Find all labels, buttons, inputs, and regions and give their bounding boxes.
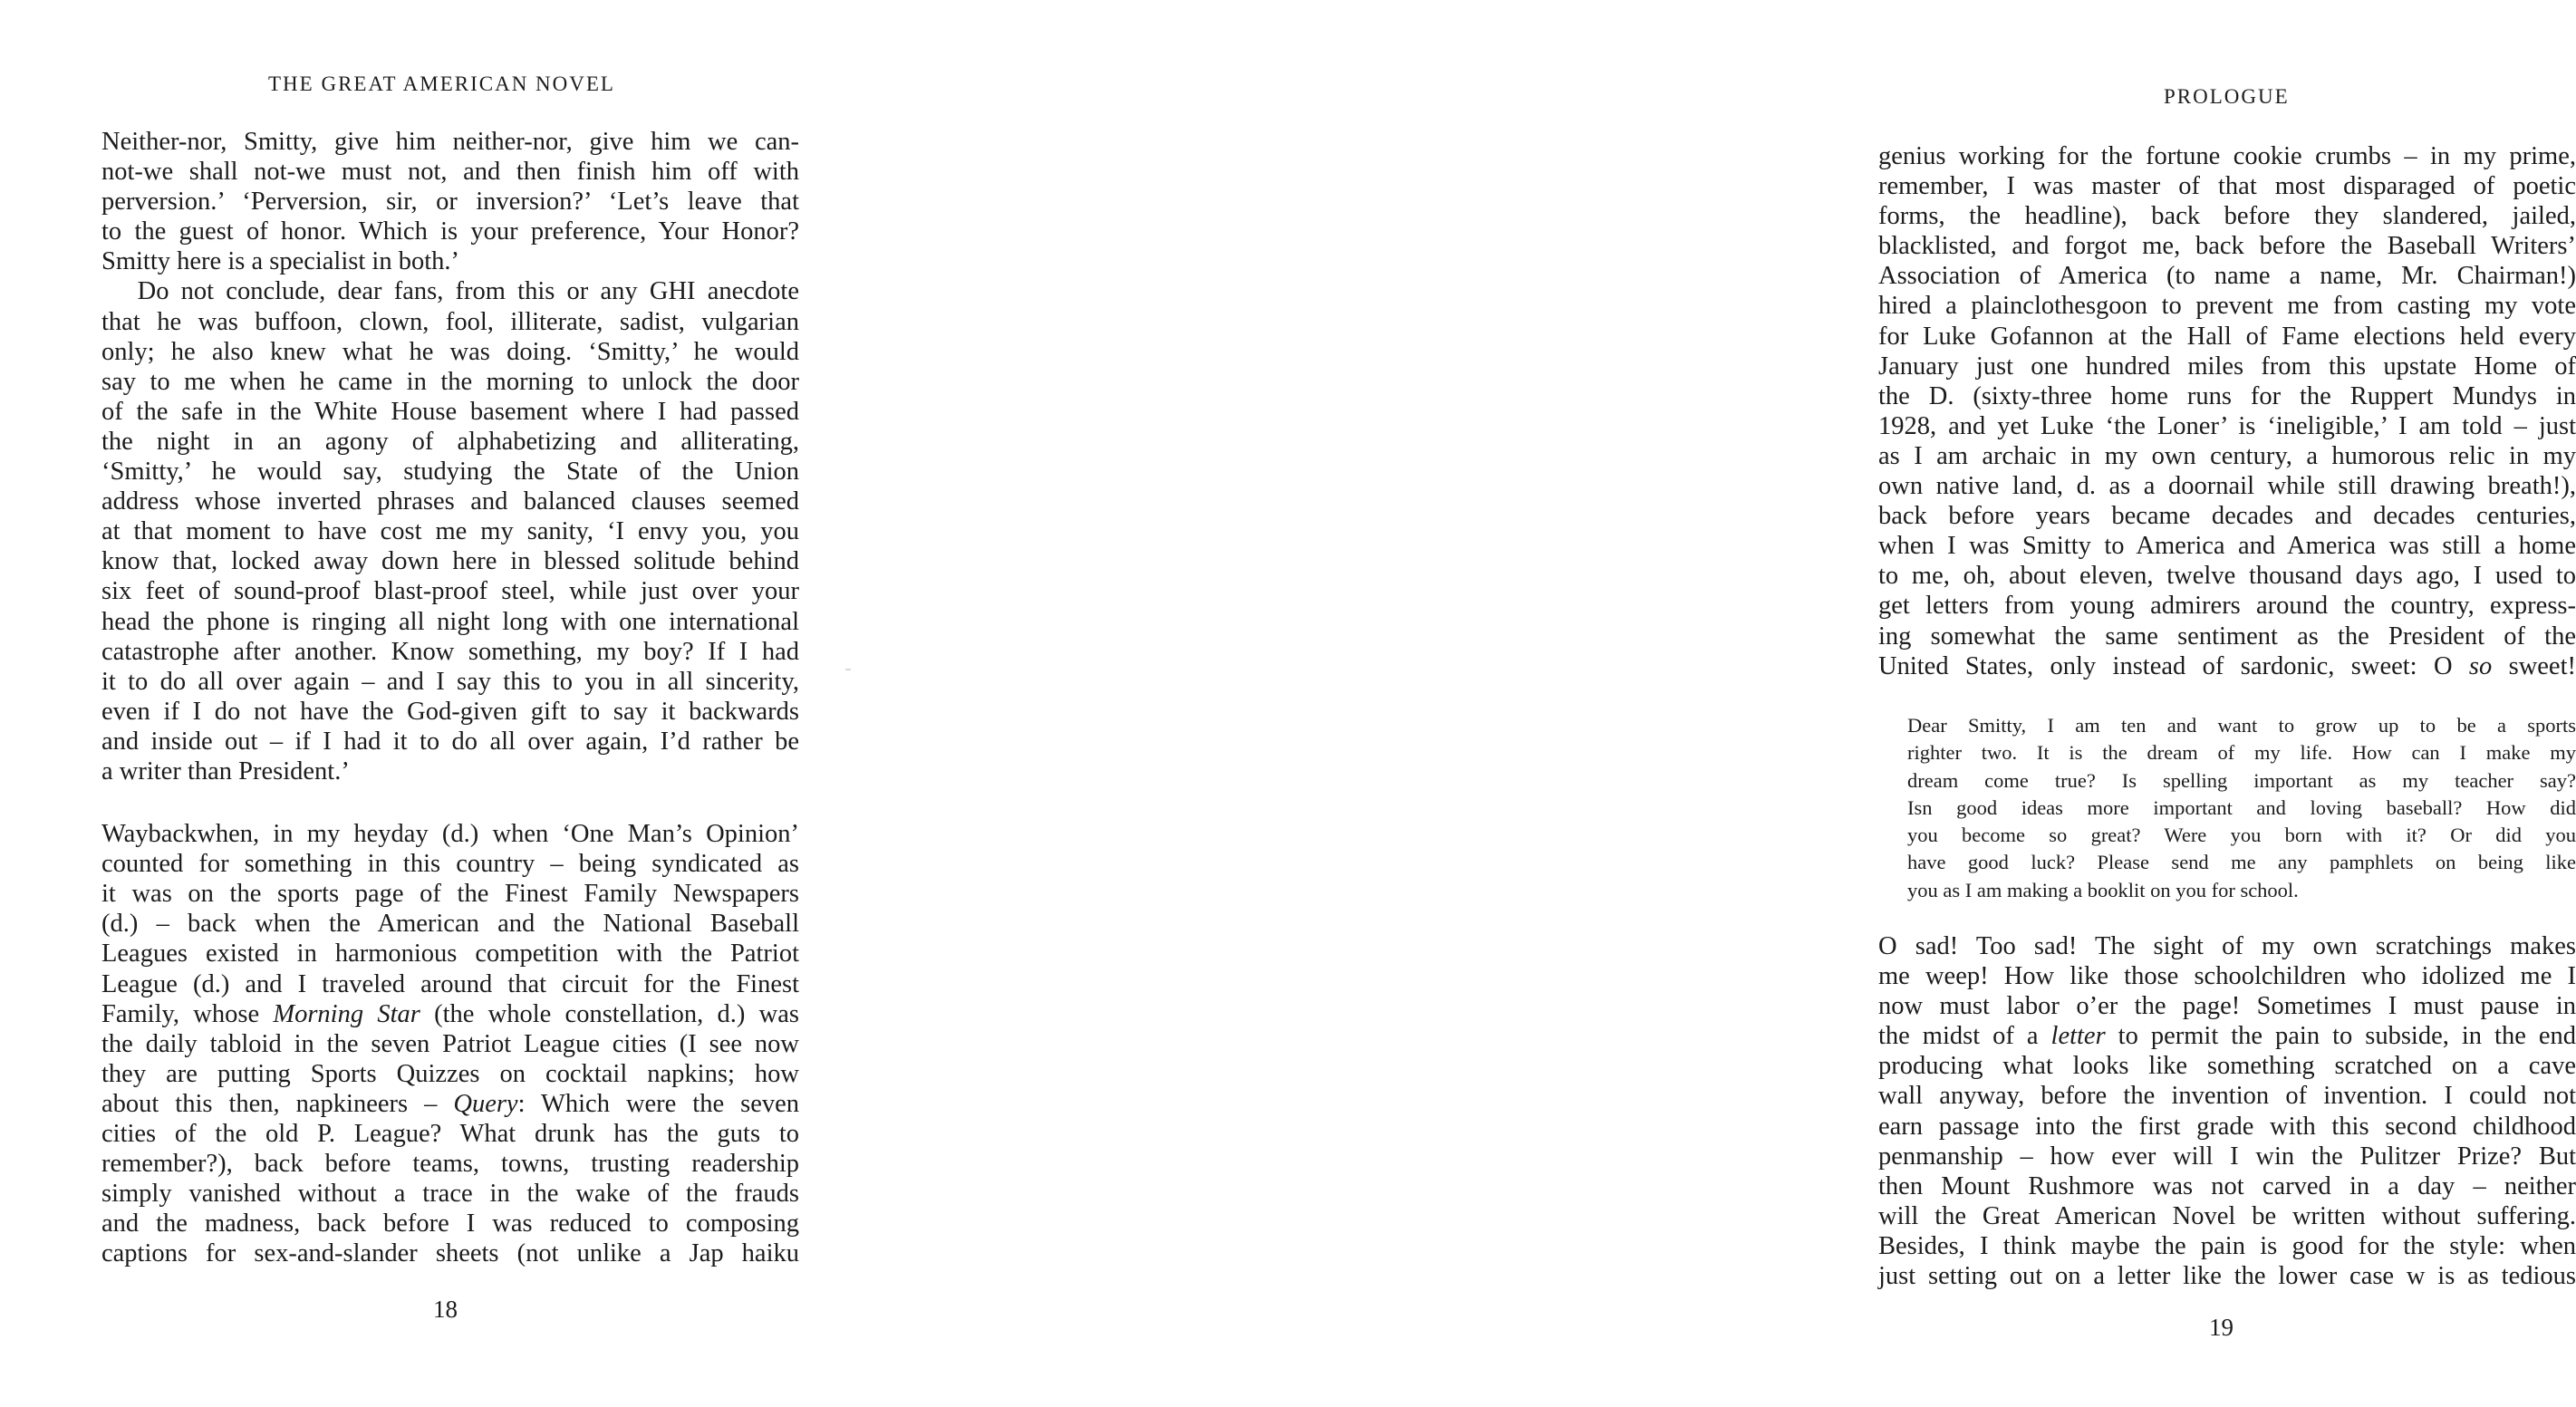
- text-line: about this then, napkineers – Query: Which were the seven: [101, 1089, 800, 1118]
- text-line: will the Great American Novel be written without suffering.: [1878, 1201, 2576, 1230]
- text-line: Neither-nor, Smitty, give him neither-nor, give him we can-: [101, 128, 799, 156]
- text-line: Smitty here is a specialist in both.’: [101, 247, 459, 276]
- paragraph: [1878, 931, 2576, 1291]
- section-break: [101, 786, 799, 819]
- letter-line: Isn good ideas more important and loving baseball? How did: [1907, 795, 2576, 819]
- text-line: me weep! How like those schoolchildren who idolized me I: [1878, 962, 2576, 991]
- letter-line: dream come true? Is spelling important as my teacher say?: [1907, 768, 2576, 792]
- text-line: of the safe in the White House basement where I had passed: [101, 397, 799, 426]
- text-line: to me, oh, about eleven, twelve thousand days ago, I used to: [1878, 562, 2576, 591]
- text-line: remember?), back before teams, towns, trusting readership: [101, 1150, 799, 1179]
- text-line: Waybackwhen, in my heyday (d.) when ‘One Man’s Opinion’: [101, 820, 799, 849]
- text-line: the D. (sixty-three home runs for the Ruppert Mundys in: [1878, 381, 2576, 410]
- text-line: 1928, and yet Luke ‘the Loner’ is ‘ineligible,’ I am told – just: [1878, 411, 2576, 440]
- text-line: wall anyway, before the invention of invention. I could not: [1878, 1082, 2576, 1111]
- text-line: it to do all over again – and I say this to you in all sincerity,: [101, 667, 799, 696]
- letter-line: righter two. It is the dream of my life. How can I make my: [1907, 741, 2576, 765]
- text-line: captions for sex-and-slander sheets (not unlike a Jap haiku: [101, 1239, 799, 1268]
- text-line: Besides, I think maybe the pain is good for the style: when: [1878, 1231, 2576, 1260]
- letter-line: have good luck? Please send me any pamphlets on being like: [1907, 851, 2576, 874]
- text-line: now must labor o’er the page! Sometimes I must pause in: [1878, 992, 2576, 1021]
- paragraph: [101, 819, 799, 1268]
- right-page: [897, 0, 2576, 1407]
- letter-line: you become so great? Were you born with it? Or did you: [1907, 824, 2576, 847]
- text-line: that he was buffoon, clown, fool, illiterate, sadist, vulgarian: [101, 307, 799, 336]
- text-line: say to me when he came in the morning to unlock the door: [101, 367, 799, 396]
- text-line: get letters from young admirers around the country, express-: [1878, 592, 2576, 621]
- text-line: back before years became decades and decades centuries,: [1878, 502, 2576, 531]
- right-page-text-top: [1878, 141, 2576, 681]
- letter-line: you as I am making a booklit on you for school.: [1907, 878, 2299, 901]
- text-line: January just one hundred miles from this upstate Home of: [1878, 352, 2576, 381]
- text-line: remember, I was master of that most disparaged of poetic: [1878, 172, 2576, 201]
- paragraph: [101, 276, 799, 786]
- running-head-left: THE GREAT AMERICAN NOVEL: [268, 72, 615, 95]
- paragraph: [101, 127, 799, 276]
- text-line: they are putting Sports Quizzes on cocktail napkins; how: [101, 1059, 799, 1088]
- text-line: simply vanished without a trace in the wake of the frauds: [101, 1180, 799, 1209]
- text-line: blacklisted, and forgot me, back before the Baseball Writers’: [1878, 232, 2576, 261]
- text-line: for Luke Gofannon at the Hall of Fame elections held every: [1878, 322, 2576, 351]
- text-line: hired a plainclothesgoon to prevent me from casting my vote: [1878, 292, 2576, 321]
- text-line: Do not conclude, dear fans, from this or any GHI anecdote: [101, 277, 799, 306]
- text-line: own native land, d. as a doornail while still drawing breath!),: [1878, 472, 2576, 501]
- text-line: (d.) – back when the American and the National Baseball: [101, 910, 799, 939]
- text-line: penmanship – how ever will I win the Pulitzer Prize? But: [1878, 1142, 2576, 1171]
- text-line: Family, whose Morning Star (the whole constellation, d.) was: [101, 999, 799, 1028]
- text-line: cities of the old P. League? What drunk has the guts to: [101, 1120, 799, 1148]
- text-line: League (d.) and I traveled around that circuit for the Finest: [101, 969, 799, 998]
- running-head-right: PROLOGUE: [2164, 85, 2290, 108]
- text-line: six feet of sound-proof blast-proof steel, while just over your: [101, 577, 799, 606]
- text-line: know that, locked away down here in blessed solitude behind: [101, 547, 799, 576]
- text-line: the daily tabloid in the seven Patriot League cities (I see now: [101, 1029, 799, 1058]
- quoted-letter: [1907, 712, 2576, 904]
- text-line: then Mount Rushmore was not carved in a day – neither: [1878, 1171, 2576, 1200]
- text-line: not-we shall not-we must not, and then finish him off with: [101, 158, 799, 187]
- text-line: Association of America (to name a name, Mr. Chairman!): [1878, 262, 2576, 291]
- text-line: counted for something in this country – being syndicated as: [101, 850, 799, 879]
- text-line: and inside out – if I had it to do all over again, I’d rather be: [101, 727, 799, 756]
- text-line: when I was Smitty to America and America was still a home: [1878, 532, 2576, 561]
- text-line: producing what looks like something scratched on a cave: [1878, 1052, 2576, 1081]
- left-page: [0, 0, 897, 1407]
- page-number-right: 19: [2209, 1314, 2233, 1341]
- text-line: earn passage into the first grade with this second childhood: [1878, 1112, 2576, 1141]
- text-line: and the madness, back before I was reduced to composing: [101, 1209, 799, 1238]
- text-line: just setting out on a letter like the lower case w is as tedious: [1878, 1262, 2576, 1291]
- text-line: ‘Smitty,’ he would say, studying the State of the Union: [101, 458, 799, 487]
- text-line: catastrophe after another. Know something, my boy? If I had: [101, 637, 799, 666]
- text-line: the midst of a letter to permit the pain to subside, in the end: [1878, 1022, 2576, 1051]
- text-line: it was on the sports page of the Finest Family Newspapers: [101, 880, 799, 909]
- text-line: to the guest of honor. Which is your preference, Your Honor?: [101, 217, 799, 246]
- text-line: as I am archaic in my own century, a humorous relic in my: [1878, 441, 2576, 470]
- right-page-text-bottom: [1878, 931, 2576, 1291]
- text-line: forms, the headline), back before they slandered, jailed,: [1878, 202, 2576, 231]
- text-line: United States, only instead of sardonic, sweet: O so sweet!: [1878, 651, 2576, 680]
- text-line: address whose inverted phrases and balanced clauses seemed: [101, 487, 799, 516]
- text-line: genius working for the fortune cookie crumbs – in my prime,: [1878, 142, 2576, 170]
- text-line: even if I do not have the God-given gift to say it backwards: [101, 697, 799, 726]
- text-line: O sad! Too sad! The sight of my own scratchings makes: [1878, 932, 2576, 960]
- letter-line: Dear Smitty, I am ten and want to grow up to be a sports: [1907, 714, 2576, 737]
- text-line: at that moment to have cost me my sanity, ‘I envy you, you: [101, 517, 799, 546]
- margin-mark: [845, 669, 851, 670]
- text-line: head the phone is ringing all night long with one international: [101, 607, 799, 636]
- text-line: Leagues existed in harmonious competition with the Patriot: [101, 940, 799, 969]
- text-line: a writer than President.’: [101, 757, 350, 785]
- text-line: perversion.’ ‘Perversion, sir, or inversion?’ ‘Let’s leave that: [101, 188, 799, 217]
- paragraph: [1878, 141, 2576, 681]
- text-line: only; he also knew what he was doing. ‘Smitty,’ he would: [101, 337, 799, 366]
- text-line: the night in an agony of alphabetizing and alliterating,: [101, 427, 799, 456]
- left-page-text: [101, 127, 799, 1268]
- page-number-left: 18: [433, 1296, 458, 1323]
- text-line: ing somewhat the same sentiment as the President of the: [1878, 622, 2576, 650]
